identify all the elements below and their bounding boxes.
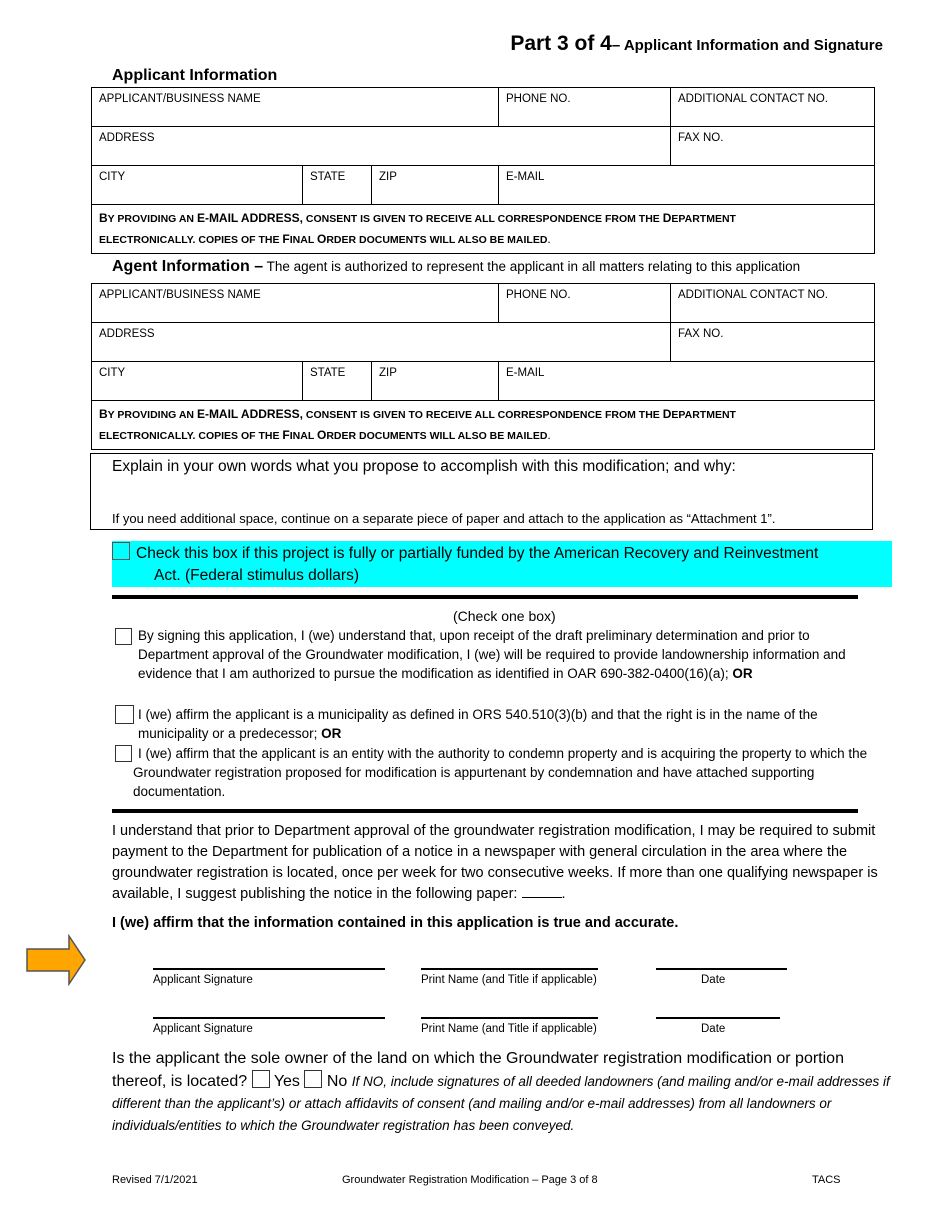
- print-name-label-2: Print Name (and Title if applicable): [421, 1023, 597, 1035]
- part-number: Part 3 of 4: [510, 32, 612, 55]
- applicant-signature-label-1: Applicant Signature: [153, 974, 253, 986]
- print-name-line-2[interactable]: [421, 1017, 598, 1019]
- date-label-1: Date: [701, 974, 726, 986]
- newspaper-input[interactable]: [522, 897, 562, 898]
- option-municipality-checkbox[interactable]: [115, 705, 134, 724]
- page-title: [510, 32, 883, 56]
- option-condemnation: I (we) affirm that the applicant is an entity with the authority to condemn property and is acquiring the property to which the Groundwater registration proposed for modification is appurtenant by condemnation and have attached supporting documentation.: [112, 744, 872, 801]
- agent-table: [91, 283, 875, 450]
- arra-label-line1: Check this box if this project is fully or partially funded by the American Recovery and Reinvestment: [136, 545, 819, 562]
- applicant-address-field[interactable]: ADDRESS: [92, 127, 671, 166]
- agent-heading-note: The agent is authorized to represent the applicant in all matters relating to this application: [263, 259, 801, 274]
- applicant-email-field[interactable]: E-MAIL: [499, 166, 875, 205]
- applicant-signature-line-1[interactable]: [153, 968, 385, 970]
- affirm-statement: I (we) affirm that the information contained in this application is true and accurate.: [112, 915, 679, 931]
- divider-bottom: [112, 809, 858, 813]
- agent-zip-field[interactable]: ZIP: [372, 362, 499, 401]
- sole-owner-instruction: If NO, include signatures of all deeded landowners (and mailing and/or e-mail addresses if different than the applicant’s) or attach affidavits of consent (and mailing and/or e-mail addresses) from all landowners or individuals/entities to which the Groundwater registration has been conveyed.: [112, 1074, 890, 1133]
- agent-city-field[interactable]: CITY: [92, 362, 303, 401]
- applicant-city-field[interactable]: CITY: [92, 166, 303, 205]
- applicant-state-field[interactable]: STATE: [303, 166, 372, 205]
- agent-additional-contact-field[interactable]: ADDITIONAL CONTACT NO.: [671, 284, 875, 323]
- option-landownership-checkbox[interactable]: [115, 628, 132, 645]
- divider-top: [112, 595, 858, 599]
- sole-owner-no-checkbox[interactable]: [304, 1070, 322, 1088]
- agent-email-field[interactable]: E-MAIL: [499, 362, 875, 401]
- sole-owner-yes-checkbox[interactable]: [252, 1070, 270, 1088]
- sole-owner-question: Is the applicant the sole owner of the land on which the Groundwater registration modification or portion thereof, is located? Yes No If NO, include signatures of all deeded landowners (and mailing and/or e-mail addresses if different than the applicant’s) or attach affidavits of consent (and mailing and/or e-mail addresses) from all landowners or individuals/entities to which the Groundwater registration has been conveyed.: [112, 1050, 890, 1133]
- applicant-table: [91, 87, 875, 254]
- option-condemnation-checkbox[interactable]: [115, 745, 132, 762]
- date-label-2: Date: [701, 1023, 726, 1035]
- explain-textarea[interactable]: [90, 453, 873, 530]
- footer-code: TACS: [812, 1174, 841, 1186]
- agent-state-field[interactable]: STATE: [303, 362, 372, 401]
- applicant-consent-notice: BY PROVIDING AN E-MAIL ADDRESS, CONSENT IS GIVEN TO RECEIVE ALL CORRESPONDENCE FROM THE DEPARTMENT ELECTRONICALLY. COPIES OF THE FINAL ORDER DOCUMENTS WILL ALSO BE MAILED.: [92, 205, 875, 254]
- date-line-1[interactable]: [656, 968, 787, 970]
- part-subtitle: – Applicant Information and Signature: [611, 37, 883, 54]
- sole-owner-yes-label: Yes: [273, 1073, 300, 1090]
- agent-fax-field[interactable]: FAX NO.: [671, 323, 875, 362]
- explain-question: Explain in your own words what you propose to accomplish with this modification; and why:: [112, 458, 736, 475]
- agent-consent-notice: BY PROVIDING AN E-MAIL ADDRESS, CONSENT IS GIVEN TO RECEIVE ALL CORRESPONDENCE FROM THE DEPARTMENT ELECTRONICALLY. COPIES OF THE FINAL ORDER DOCUMENTS WILL ALSO BE MAILED.: [92, 401, 875, 450]
- applicant-additional-contact-field[interactable]: ADDITIONAL CONTACT NO.: [671, 88, 875, 127]
- arra-label-line2: Act. (Federal stimulus dollars): [154, 567, 360, 584]
- print-name-line-1[interactable]: [421, 968, 598, 970]
- sole-owner-no-label: No: [326, 1073, 348, 1090]
- agent-phone-field[interactable]: PHONE NO.: [499, 284, 671, 323]
- applicant-zip-field[interactable]: ZIP: [372, 166, 499, 205]
- arra-checkbox[interactable]: [112, 542, 130, 560]
- agent-heading-title: Agent Information –: [112, 258, 264, 275]
- agent-heading: [112, 258, 800, 276]
- newspaper-paragraph: I understand that prior to Department approval of the groundwater registration modification, I may be required to submit payment to the Department for publication of a notice in a newspaper with general circulation in the area where the groundwater registration is located, once per week for two consecutive weeks. If more than one qualifying newspaper is available, I suggest publishing the notice in the following paper: .: [112, 823, 878, 902]
- option-municipality: I (we) affirm the applicant is a municipality as defined in ORS 540.510(3)(b) and that the right is in the name of the municipality or a predecessor; OR: [112, 705, 872, 743]
- arra-funding-row: [112, 541, 892, 587]
- footer-revised: Revised 7/1/2021: [112, 1174, 198, 1186]
- agent-address-field[interactable]: ADDRESS: [92, 323, 671, 362]
- applicant-heading: Applicant Information: [112, 67, 278, 84]
- applicant-phone-field[interactable]: PHONE NO.: [499, 88, 671, 127]
- applicant-signature-line-2[interactable]: [153, 1017, 385, 1019]
- date-line-2[interactable]: [656, 1017, 780, 1019]
- arrow-right-icon: [26, 934, 88, 986]
- footer-page-number: Groundwater Registration Modification – Page 3 of 8: [342, 1174, 598, 1186]
- applicant-fax-field[interactable]: FAX NO.: [671, 127, 875, 166]
- agent-name-field[interactable]: APPLICANT/BUSINESS NAME: [92, 284, 499, 323]
- applicant-name-field[interactable]: APPLICANT/BUSINESS NAME: [92, 88, 499, 127]
- check-one-instruction: (Check one box): [453, 608, 556, 624]
- applicant-signature-label-2: Applicant Signature: [153, 1023, 253, 1035]
- print-name-label-1: Print Name (and Title if applicable): [421, 974, 597, 986]
- explain-space-note: If you need additional space, continue on a separate piece of paper and attach to the application as “Attachment 1”.: [112, 511, 776, 526]
- option-landownership: By signing this application, I (we) understand that, upon receipt of the draft preliminary determination and prior to Department approval of the Groundwater modification, I (we) will be required to provide landownership information and evidence that I am authorized to pursue the modification as identified in OAR 690-382-0400(16)(a); OR: [112, 626, 872, 683]
